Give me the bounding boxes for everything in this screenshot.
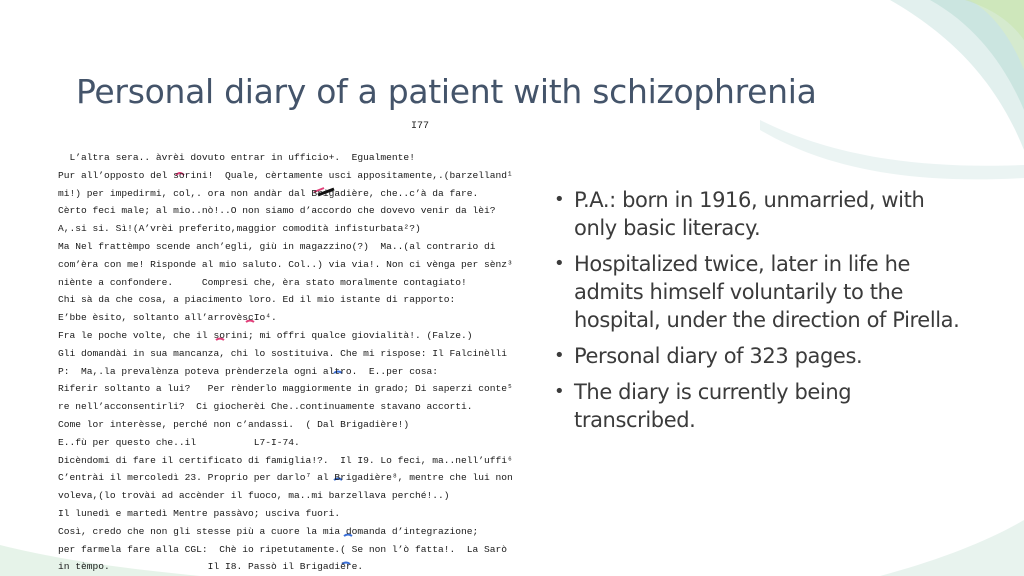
- diary-text-line: Pur all’opposto del sorini! Quale, cèrtamente usci appositamente,.(barzelland¹: [58, 169, 513, 181]
- bullet-text: Personal diary of 323 pages.: [574, 344, 863, 368]
- bullet-text: Hospitalized twice, later in life he admits himself voluntarily to the hospital, under the direction of Pirella.: [574, 252, 960, 332]
- bullet-dot-icon: •: [554, 381, 565, 402]
- diary-text-line: Chi sà da che cosa, a piacimento loro. Ed il mio istante di rapporto:: [58, 294, 456, 306]
- diary-text-line: E’bbe èsito, soltanto all’arrovèscIo⁴.: [58, 312, 277, 324]
- diary-text-line: Così, credo che non gli stesse più a cuore la mia domanda d’integrazione;: [58, 525, 479, 537]
- diary-text-line: com’èra con me! Risponde al mio saluto. Col..) via via!. Non ci vènga per sènz³: [58, 258, 513, 270]
- bullet-item: [552, 250, 972, 334]
- bullet-dot-icon: •: [554, 253, 565, 274]
- diary-text-line: P: Ma,.la prevalènza poteva prènderzela ogni altro. E..per cosa:: [58, 365, 438, 377]
- diary-text-line: Dicèndomi di fare il certificato di famiglia!?. Il I9. Lo feci, ma..nell’uffi⁶: [58, 454, 513, 466]
- bullet-text: P.A.: born in 1916, unmarried, with only basic literacy.: [574, 188, 925, 240]
- diary-text-line: Gli domandài in sua mancanza, chi lo sostituiva. Che mi rispose: Il Falcinèlli: [58, 347, 508, 359]
- diary-text-line: Cèrto feci male; al mio..nò!..O non siamo d’accordo che dovevo venir da lèi?: [58, 205, 496, 217]
- bullet-item: [552, 378, 972, 434]
- bullet-item: [552, 186, 972, 242]
- diary-text-line: Come lor interèsse, perché non c’andassi. ( Dal Brigadière!): [58, 419, 410, 430]
- diary-text-line: Fra le poche volte, che il sorini; mi offri qualce giovialità!. (Falze.): [58, 330, 473, 341]
- diary-text-line: Ma Nel frattèmpo scende anch’egli, giù in magazzino(?) Ma..(al contrario di: [58, 241, 496, 252]
- diary-page-number: I77: [411, 121, 430, 132]
- diary-text-line: niènte a confondere. Compresi che, èra stato moralmente contagiato!: [58, 276, 467, 288]
- diary-page-scan: [56, 118, 513, 576]
- diary-text-line: per farmela fare alla CGL: Chè io ripetutamente.( Se non l’ò fatta!. La Sarò: [58, 543, 508, 555]
- diary-text-line: C’entrài il mercoledì 23. Proprio per darlo⁷ al Brigadière⁸, mentre che lui non: [58, 472, 513, 484]
- diary-text-line: A,.si si. Sì!(A’vrèi preferito,maggior comodità infisturbata²?): [58, 223, 421, 235]
- bullet-dot-icon: •: [554, 189, 565, 210]
- bullet-dot-icon: •: [554, 345, 565, 366]
- bullet-text: The diary is currently being transcribed.: [574, 380, 852, 432]
- bullet-list: [552, 186, 972, 442]
- diary-text-line: Riferir soltanto a lui? Per rènderlo maggiormente in grado; Di saperzi conte⁵: [58, 383, 513, 395]
- diary-text-line: mi!) per impedirmi, col,. ora non andàr dal Brigadière, che..c’à da fare.: [58, 187, 479, 199]
- slide-title: Personal diary of a patient with schizophrenia: [76, 72, 817, 111]
- diary-text-line: voleva,(lo trovài ad accènder il fuoco, ma..mi barzellava perché!..): [58, 490, 450, 502]
- diary-text-line: Il lunedì e martedì Mentre passàvo; usciva fuori.: [58, 508, 341, 519]
- diary-text-line: L’altra sera.. àvrèi dovuto entrar in ufficio+. Egualmente!: [58, 152, 415, 163]
- diary-text-line: E..fù per questo che..il L7-I-74.: [58, 436, 300, 448]
- diary-text-line: in tèmpo. Il I8. Passò il Brigadière.: [58, 561, 364, 573]
- bullet-item: [552, 342, 972, 370]
- diary-text-line: re nell’acconsentirli? Ci giocherèi Che..continuamente stavano accorti.: [58, 401, 473, 413]
